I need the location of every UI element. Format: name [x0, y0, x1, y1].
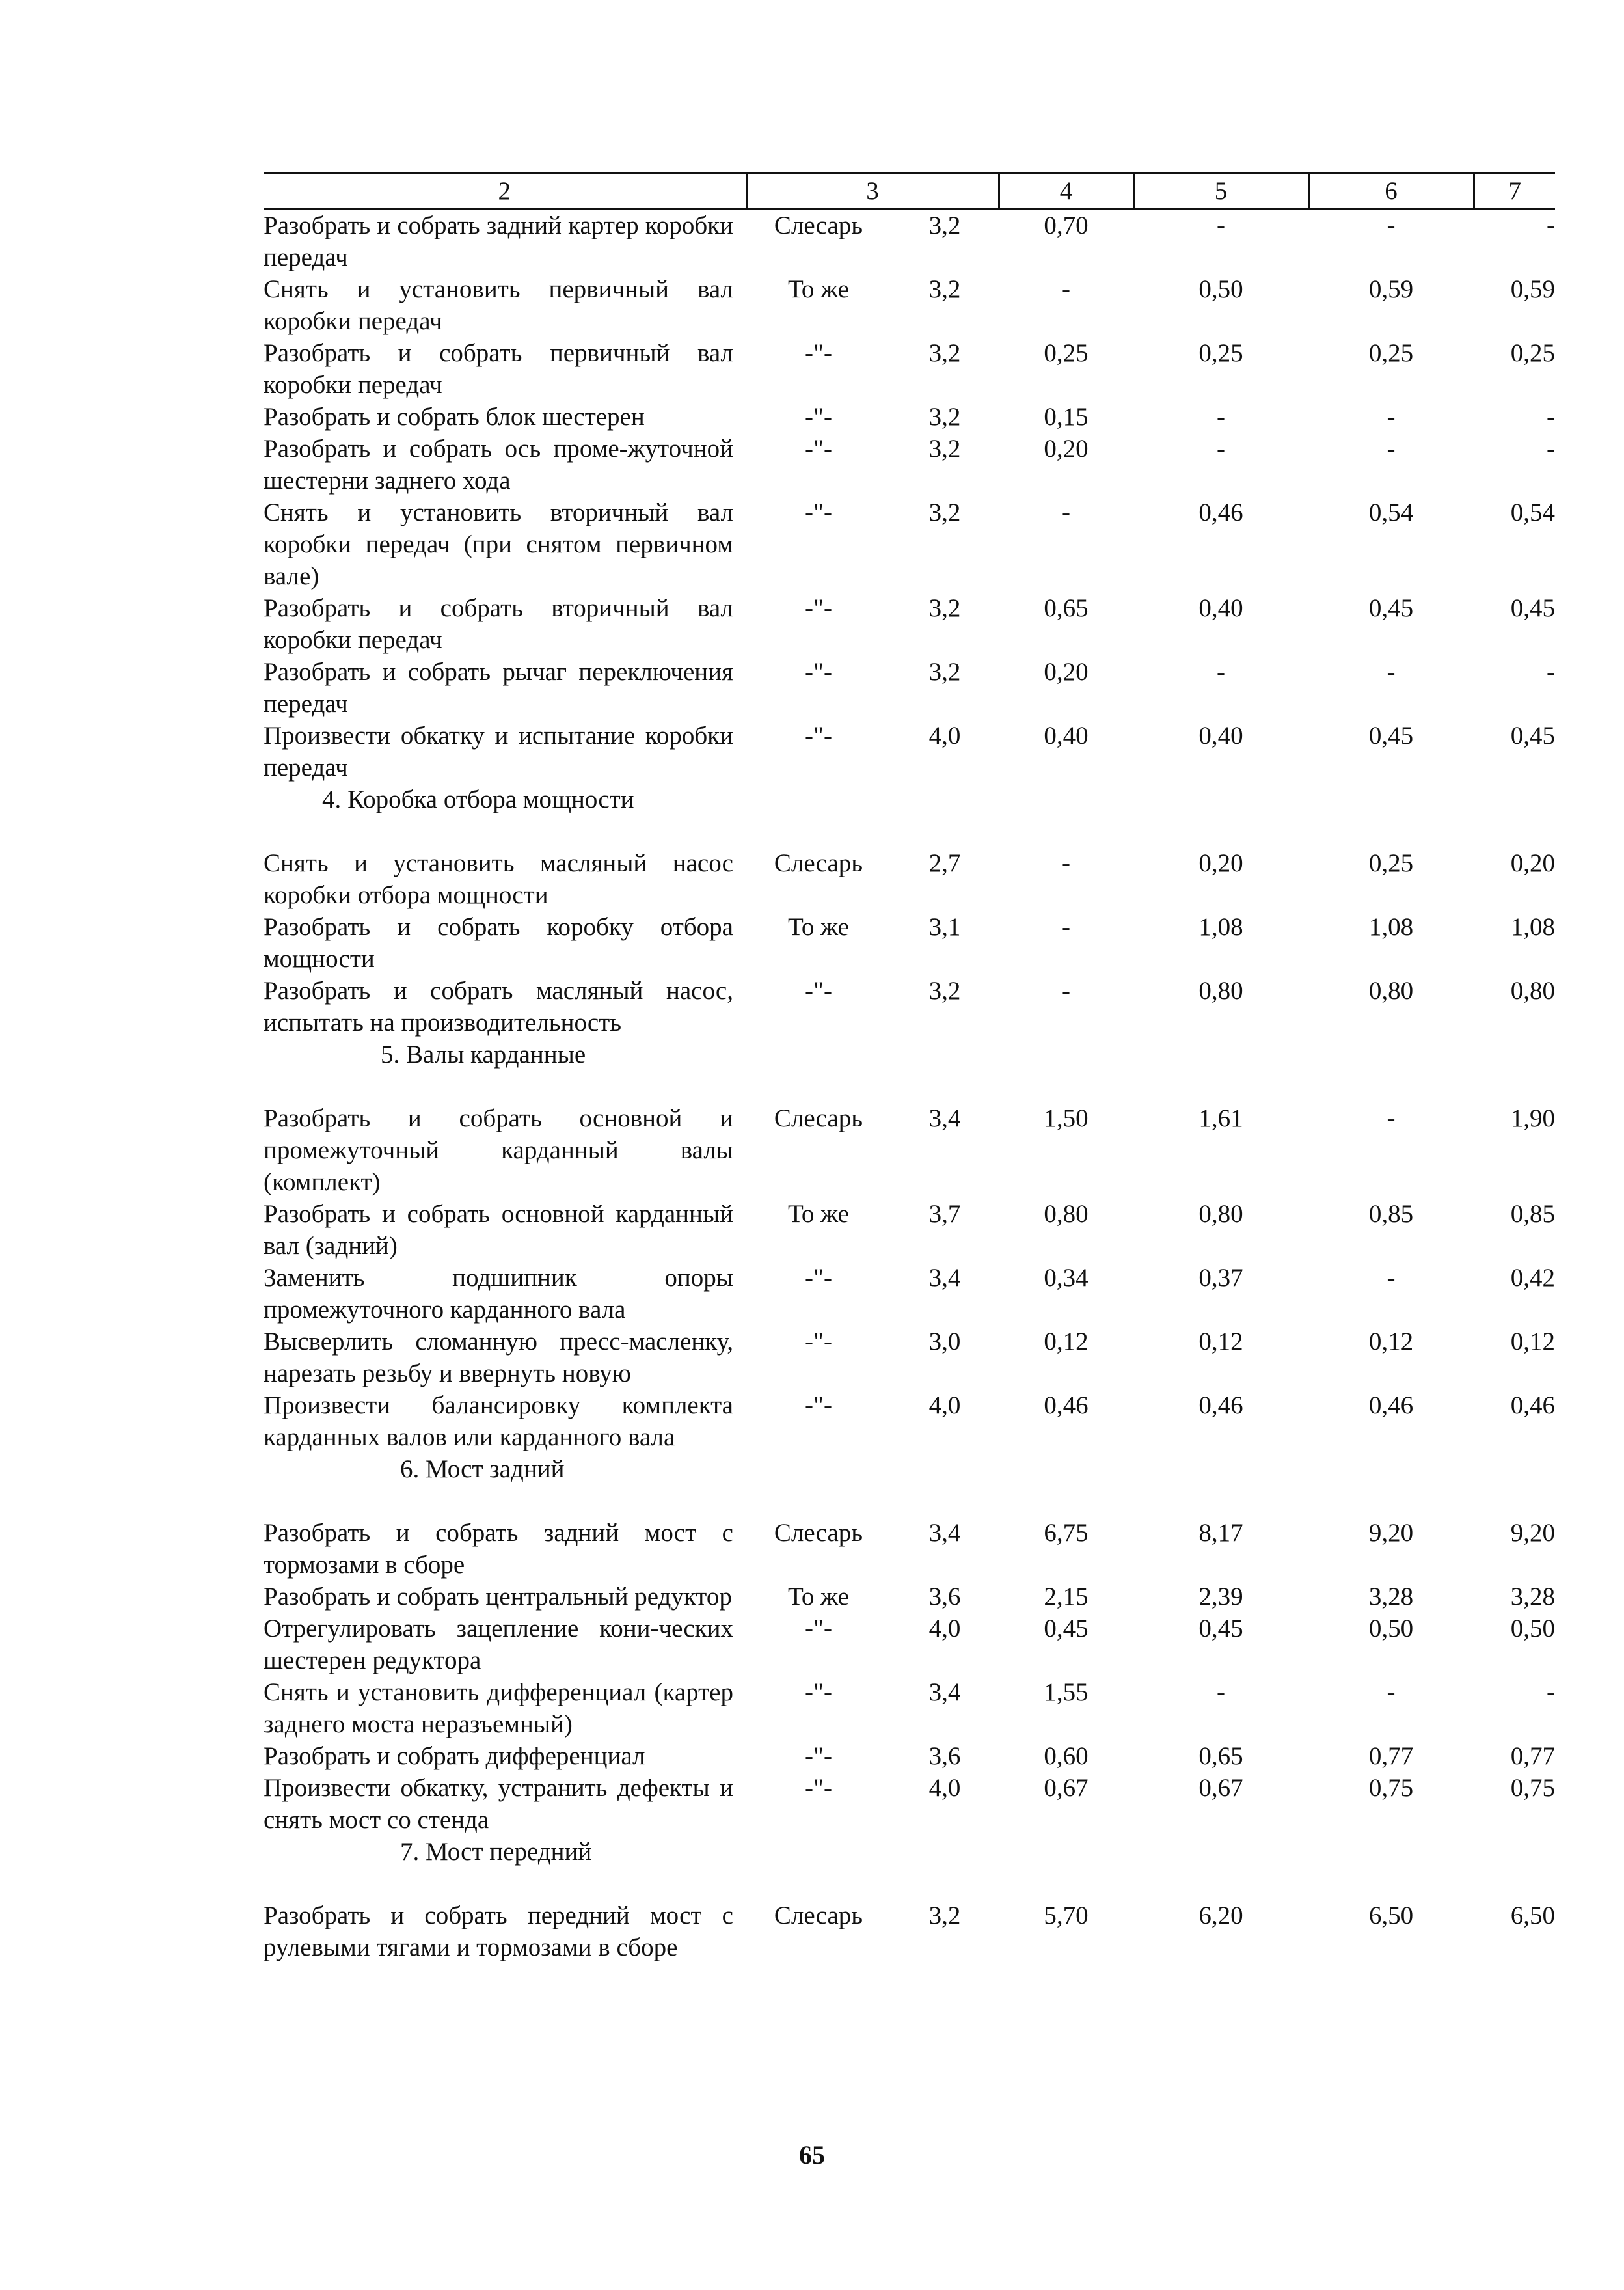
value-col-4: 0,15 [1044, 403, 1089, 431]
profession-cell: То же [788, 275, 849, 303]
table-row [264, 209, 1555, 274]
operation-description: Разобрать и собрать рычаг переключения передач [264, 658, 733, 718]
value-col-5: - [1217, 435, 1225, 463]
value-col-5: 6,20 [1198, 1902, 1243, 1929]
value-col-6: 0,77 [1368, 1742, 1414, 1770]
value-col-7: 0,54 [1510, 498, 1555, 526]
value-col-7: 0,45 [1510, 722, 1555, 750]
table-row [264, 1772, 1555, 1836]
value-col-6: - [1387, 1104, 1396, 1132]
profession-cell: -"- [805, 1615, 832, 1643]
grade-cell: 3,4 [928, 1104, 961, 1132]
profession-cell: -"- [805, 1742, 832, 1770]
value-col-5: 0,12 [1198, 1328, 1243, 1356]
profession-cell: То же [788, 1200, 849, 1228]
page-number: 65 [799, 2140, 825, 2170]
grade-cell: 3,2 [928, 275, 961, 303]
operation-description: Разобрать и собрать первичный вал коробки передач [264, 339, 733, 399]
value-col-5: 0,40 [1198, 722, 1243, 750]
grade-cell: 3,2 [928, 977, 961, 1005]
operation-description: Разобрать и собрать блок шестерен [264, 403, 645, 431]
section-title: 6. Мост задний [400, 1455, 565, 1483]
value-col-6: 0,45 [1368, 594, 1414, 622]
profession-cell: -"- [805, 498, 832, 526]
value-col-6: 0,54 [1368, 498, 1414, 526]
value-col-7: 6,50 [1510, 1902, 1555, 1929]
operation-description: Снять и установить дифференциал (картер заднего моста неразъемный) [264, 1678, 733, 1738]
grade-cell: 4,0 [928, 722, 961, 750]
table-row [264, 975, 1555, 1039]
grade-cell: 3,2 [928, 339, 961, 367]
table-row [264, 1389, 1555, 1453]
value-col-5: 0,46 [1198, 498, 1243, 526]
profession-cell: -"- [805, 594, 832, 622]
value-col-4: 0,60 [1044, 1742, 1089, 1770]
operation-description: Произвести обкатку, устранить дефекты и снять мост со стенда [264, 1774, 733, 1834]
value-col-4: 6,75 [1044, 1519, 1089, 1547]
table-row [264, 1517, 1555, 1581]
grade-cell: 3,7 [928, 1200, 961, 1228]
value-col-6: - [1387, 211, 1396, 239]
value-col-6: 0,80 [1368, 977, 1414, 1005]
profession-cell: -"- [805, 1391, 832, 1419]
value-col-6: - [1387, 1264, 1396, 1292]
value-col-7: 0,77 [1510, 1742, 1555, 1770]
table-row [264, 1676, 1555, 1740]
grade-cell: 3,4 [928, 1519, 961, 1547]
value-col-7: 0,85 [1510, 1200, 1555, 1228]
grade-cell: 4,0 [928, 1391, 961, 1419]
value-col-4: 0,40 [1044, 722, 1089, 750]
norms-table [264, 172, 1555, 1963]
value-col-4: 0,67 [1044, 1774, 1089, 1802]
value-col-7: 1,08 [1510, 913, 1555, 941]
value-col-4: - [1062, 849, 1070, 877]
value-col-6: 3,28 [1368, 1583, 1414, 1611]
value-col-4: - [1062, 913, 1070, 941]
value-col-7: 9,20 [1510, 1519, 1555, 1547]
profession-cell: Слесарь [774, 1519, 863, 1547]
value-col-6: 0,45 [1368, 722, 1414, 750]
table-row [264, 1581, 1555, 1613]
value-col-4: 0,80 [1044, 1200, 1089, 1228]
section-heading-row [264, 1039, 1555, 1102]
operation-description: Разобрать и собрать центральный редуктор [264, 1583, 732, 1611]
table-row [264, 1740, 1555, 1772]
header-col-7: 7 [1474, 173, 1555, 209]
value-col-6: 0,25 [1368, 339, 1414, 367]
header-col-4: 4 [999, 173, 1133, 209]
value-col-4: 0,20 [1044, 435, 1089, 463]
value-col-7: - [1547, 658, 1555, 686]
table-row [264, 337, 1555, 401]
table-row [264, 1102, 1555, 1198]
table-row [264, 1198, 1555, 1262]
profession-cell: -"- [805, 722, 832, 750]
value-col-6: 0,75 [1368, 1774, 1414, 1802]
table-row [264, 497, 1555, 592]
value-col-6: 0,59 [1368, 275, 1414, 303]
table-row [264, 720, 1555, 784]
grade-cell: 3,2 [928, 498, 961, 526]
value-col-4: 2,15 [1044, 1583, 1089, 1611]
operation-description: Разобрать и собрать дифференциал [264, 1742, 645, 1770]
operation-description: Разобрать и собрать масляный насос, испытать на производительность [264, 977, 733, 1037]
table-row [264, 401, 1555, 433]
section-title: 5. Валы карданные [381, 1041, 586, 1069]
profession-cell: То же [788, 913, 849, 941]
profession-cell: То же [788, 1583, 849, 1611]
profession-cell: -"- [805, 1328, 832, 1356]
grade-cell: 3,0 [928, 1328, 961, 1356]
value-col-4: - [1062, 977, 1070, 1005]
grade-cell: 3,4 [928, 1264, 961, 1292]
value-col-6: - [1387, 435, 1396, 463]
value-col-4: - [1062, 275, 1070, 303]
value-col-5: - [1217, 403, 1225, 431]
grade-cell: 3,6 [928, 1742, 961, 1770]
value-col-4: 0,45 [1044, 1615, 1089, 1643]
section-heading-row [264, 1836, 1555, 1900]
table-header [264, 173, 1555, 209]
value-col-7: 0,12 [1510, 1328, 1555, 1356]
header-col-5: 5 [1133, 173, 1308, 209]
profession-cell: -"- [805, 977, 832, 1005]
value-col-5: 0,80 [1198, 977, 1243, 1005]
value-col-4: 1,55 [1044, 1678, 1089, 1706]
operation-description: Разобрать и собрать основной карданный вал (задний) [264, 1200, 733, 1260]
value-col-4: 0,65 [1044, 594, 1089, 622]
value-col-7: 0,75 [1510, 1774, 1555, 1802]
value-col-5: 0,50 [1198, 275, 1243, 303]
value-col-4: 1,50 [1044, 1104, 1089, 1132]
value-col-7: - [1547, 435, 1555, 463]
table-row [264, 911, 1555, 975]
value-col-4: 0,25 [1044, 339, 1089, 367]
section-title: 7. Мост передний [400, 1838, 592, 1866]
operation-description: Снять и установить вторичный вал коробки передач (при снятом первичном вале) [264, 498, 733, 590]
value-col-5: 0,67 [1198, 1774, 1243, 1802]
value-col-5: 0,45 [1198, 1615, 1243, 1643]
value-col-7: 0,45 [1510, 594, 1555, 622]
value-col-5: 8,17 [1198, 1519, 1243, 1547]
value-col-5: 0,46 [1198, 1391, 1243, 1419]
value-col-6: 6,50 [1368, 1902, 1414, 1929]
value-col-5: 0,25 [1198, 339, 1243, 367]
table-row [264, 592, 1555, 656]
grade-cell: 3,2 [928, 594, 961, 622]
operation-description: Разобрать и собрать передний мост с рулевыми тягами и тормозами в сборе [264, 1902, 733, 1961]
grade-cell: 3,4 [928, 1678, 961, 1706]
grade-cell: 4,0 [928, 1615, 961, 1643]
operation-description: Разобрать и собрать задний картер коробки передач [264, 211, 733, 271]
table-row [264, 656, 1555, 720]
operation-description: Произвести балансировку комплекта карданных валов или карданного вала [264, 1391, 733, 1451]
value-col-7: 0,59 [1510, 275, 1555, 303]
header-col-6: 6 [1308, 173, 1474, 209]
profession-cell: -"- [805, 403, 832, 431]
operation-description: Разобрать и собрать вторичный вал коробки передач [264, 594, 733, 654]
table-row [264, 1262, 1555, 1326]
value-col-7: 0,80 [1510, 977, 1555, 1005]
value-col-5: 1,61 [1198, 1104, 1243, 1132]
section-heading-row [264, 784, 1555, 847]
value-col-7: 0,46 [1510, 1391, 1555, 1419]
value-col-4: 0,20 [1044, 658, 1089, 686]
table-row [264, 847, 1555, 911]
value-col-6: 1,08 [1368, 913, 1414, 941]
table-row [264, 1326, 1555, 1389]
operation-description: Заменить подшипник опоры промежуточного карданного вала [264, 1264, 733, 1324]
value-col-6: 9,20 [1368, 1519, 1414, 1547]
value-col-5: - [1217, 211, 1225, 239]
value-col-7: 0,25 [1510, 339, 1555, 367]
header-col-3: 3 [746, 173, 999, 209]
header-col-2: 2 [264, 173, 746, 209]
value-col-6: - [1387, 403, 1396, 431]
grade-cell: 3,2 [928, 658, 961, 686]
operation-description: Высверлить сломанную пресс-масленку, нарезать резьбу и ввернуть новую [264, 1328, 733, 1387]
value-col-6: - [1387, 658, 1396, 686]
profession-cell: Слесарь [774, 1902, 863, 1929]
value-col-4: 0,34 [1044, 1264, 1089, 1292]
value-col-5: 0,37 [1198, 1264, 1243, 1292]
value-col-7: 3,28 [1510, 1583, 1555, 1611]
value-col-6: 0,50 [1368, 1615, 1414, 1643]
value-col-5: 1,08 [1198, 913, 1243, 941]
value-col-4: 0,12 [1044, 1328, 1089, 1356]
table-row [264, 273, 1555, 337]
section-title: 4. Коробка отбора мощности [322, 785, 634, 813]
table-body [264, 209, 1555, 1964]
profession-cell: -"- [805, 435, 832, 463]
value-col-5: 0,20 [1198, 849, 1243, 877]
grade-cell: 3,1 [928, 913, 961, 941]
profession-cell: Слесарь [774, 1104, 863, 1132]
operation-description: Произвести обкатку и испытание коробки передач [264, 722, 733, 782]
value-col-5: 0,65 [1198, 1742, 1243, 1770]
profession-cell: -"- [805, 1678, 832, 1706]
profession-cell: Слесарь [774, 211, 863, 239]
value-col-5: - [1217, 658, 1225, 686]
operation-description: Разобрать и собрать ось проме-жуточной шестерни заднего хода [264, 435, 733, 495]
value-col-6: 0,12 [1368, 1328, 1414, 1356]
value-col-5: - [1217, 1678, 1225, 1706]
value-col-4: 0,70 [1044, 211, 1089, 239]
value-col-5: 0,80 [1198, 1200, 1243, 1228]
operation-description: Разобрать и собрать коробку отбора мощности [264, 913, 733, 973]
value-col-4: 0,46 [1044, 1391, 1089, 1419]
grade-cell: 3,2 [928, 211, 961, 239]
value-col-7: 0,20 [1510, 849, 1555, 877]
value-col-7: 0,50 [1510, 1615, 1555, 1643]
profession-cell: -"- [805, 1264, 832, 1292]
value-col-7: 0,42 [1510, 1264, 1555, 1292]
value-col-6: 0,85 [1368, 1200, 1414, 1228]
grade-cell: 3,2 [928, 435, 961, 463]
grade-cell: 3,2 [928, 403, 961, 431]
table-row [264, 433, 1555, 497]
operation-description: Разобрать и собрать основной и промежуточный карданный валы (комплект) [264, 1104, 733, 1196]
profession-cell: -"- [805, 658, 832, 686]
value-col-6: - [1387, 1678, 1396, 1706]
operation-description: Снять и установить первичный вал коробки передач [264, 275, 733, 335]
profession-cell: -"- [805, 339, 832, 367]
profession-cell: -"- [805, 1774, 832, 1802]
grade-cell: 2,7 [928, 849, 961, 877]
value-col-7: - [1547, 403, 1555, 431]
value-col-6: 0,46 [1368, 1391, 1414, 1419]
grade-cell: 4,0 [928, 1774, 961, 1802]
operation-description: Отрегулировать зацепление кони-ческих шестерен редуктора [264, 1615, 733, 1674]
value-col-5: 2,39 [1198, 1583, 1243, 1611]
value-col-4: 5,70 [1044, 1902, 1089, 1929]
table-row [264, 1613, 1555, 1676]
operation-description: Снять и установить масляный насос коробки отбора мощности [264, 849, 733, 909]
grade-cell: 3,6 [928, 1583, 961, 1611]
value-col-7: - [1547, 211, 1555, 239]
value-col-5: 0,40 [1198, 594, 1243, 622]
grade-cell: 3,2 [928, 1902, 961, 1929]
profession-cell: Слесарь [774, 849, 863, 877]
section-heading-row [264, 1453, 1555, 1517]
table-row [264, 1900, 1555, 1963]
value-col-7: - [1547, 1678, 1555, 1706]
value-col-4: - [1062, 498, 1070, 526]
value-col-6: 0,25 [1368, 849, 1414, 877]
value-col-7: 1,90 [1510, 1104, 1555, 1132]
operation-description: Разобрать и собрать задний мост с тормозами в сборе [264, 1519, 733, 1579]
